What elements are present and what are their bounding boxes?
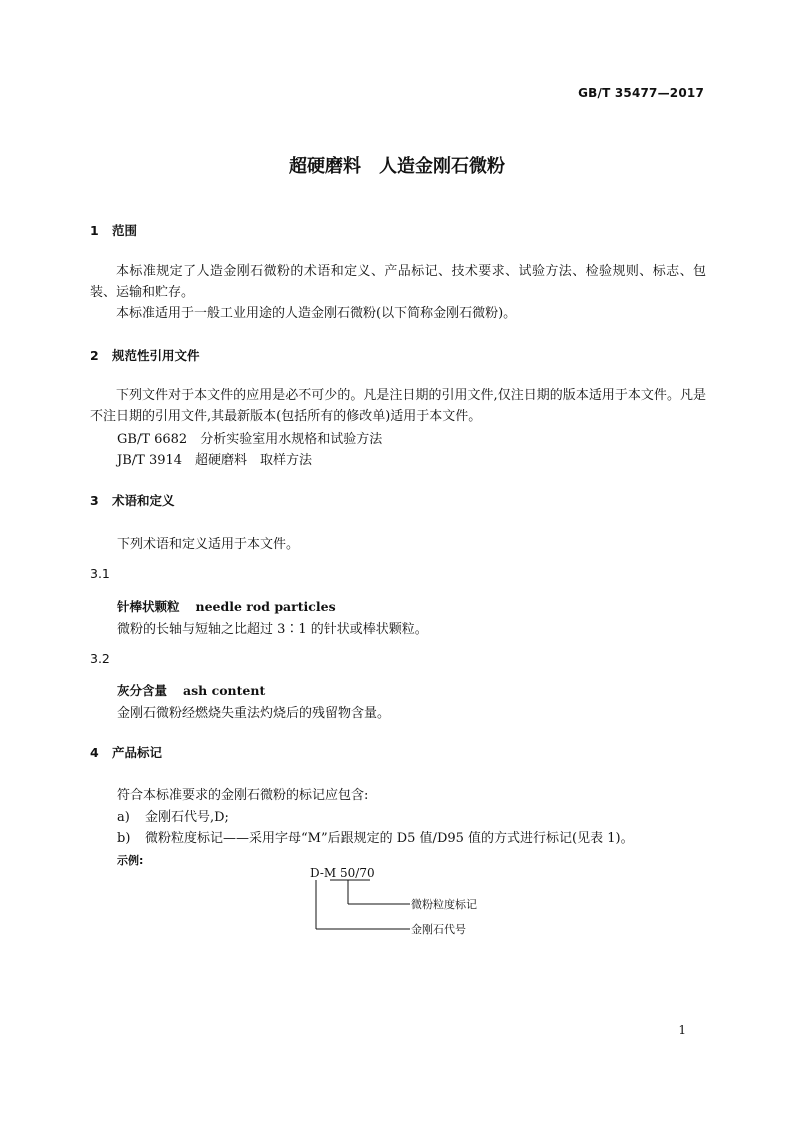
list-text: 金刚石代号,D;	[145, 810, 229, 825]
section-number: 1	[90, 223, 99, 238]
section-4-heading	[90, 743, 162, 761]
section-number: 3	[90, 493, 99, 508]
section-1-paragraph-1: 本标准规定了人造金刚石微粉的术语和定义、产品标记、技术要求、试验方法、检验规则、标志、包装、运输和贮存。	[90, 264, 706, 300]
list-marker: a)	[117, 810, 130, 825]
reference-gbt-6682: GB/T 6682 分析实验室用水规格和试验方法	[117, 432, 383, 447]
term-3-2-heading	[117, 681, 265, 699]
section-3-paragraph-1: 下列术语和定义适用于本文件。	[117, 537, 300, 552]
section-2-heading	[90, 346, 200, 364]
example-label: 示例:	[117, 854, 144, 867]
section-4-paragraph-1: 符合本标准要求的金刚石微粉的标记应包含:	[117, 788, 369, 803]
term-3-2-definition: 金刚石微粉经燃烧失重法灼烧后的残留物含量。	[117, 706, 391, 721]
list-marker: b)	[117, 831, 131, 846]
term-3-1-number: 3.1	[90, 566, 110, 581]
section-number: 2	[90, 348, 99, 363]
standard-code: GB/T 35477—2017	[578, 86, 704, 100]
list-text: 微粉粒度标记——采用字母“M”后跟规定的 D5 值/D95 值的方式进行标记(见表 1)。	[145, 831, 634, 846]
section-1-heading	[90, 221, 137, 239]
term-3-1-heading	[117, 597, 336, 615]
label-diamond-code: 金刚石代号	[411, 923, 466, 936]
section-title: 范围	[112, 223, 138, 238]
label-grain-marking: 微粉粒度标记	[411, 898, 477, 911]
term-3-1-definition: 微粉的长轴与短轴之比超过 3∶1 的针状或棒状颗粒。	[117, 622, 428, 637]
section-3-heading	[90, 491, 175, 509]
section-title: 术语和定义	[112, 493, 175, 508]
page-number: 1	[678, 1023, 686, 1037]
section-1-paragraph-2: 本标准适用于一般工业用途的人造金刚石微粉(以下简称金刚石微粉)。	[116, 306, 517, 321]
marking-code: D-M 50/70	[310, 866, 375, 880]
list-item-b	[117, 827, 634, 846]
section-title: 产品标记	[112, 745, 163, 760]
document-title: 超硬磨料 人造金刚石微粉	[289, 156, 505, 177]
term-zh: 灰分含量	[117, 683, 168, 698]
term-zh: 针棒状颗粒	[117, 599, 180, 614]
term-en: needle rod particles	[195, 599, 336, 614]
section-2-paragraph-1: 下列文件对于本文件的应用是必不可少的。凡是注日期的引用文件,仅注日期的版本适用于本文件。凡是不注日期的引用文件,其最新版本(包括所有的修改单)适用于本文件。	[90, 388, 706, 424]
reference-jbt-3914: JB/T 3914 超硬磨料 取样方法	[117, 453, 313, 468]
marking-diagram	[300, 862, 520, 942]
section-number: 4	[90, 745, 99, 760]
list-item-a	[117, 806, 229, 825]
section-title: 规范性引用文件	[112, 348, 200, 363]
term-3-2-number: 3.2	[90, 651, 110, 666]
term-en: ash content	[183, 683, 266, 698]
